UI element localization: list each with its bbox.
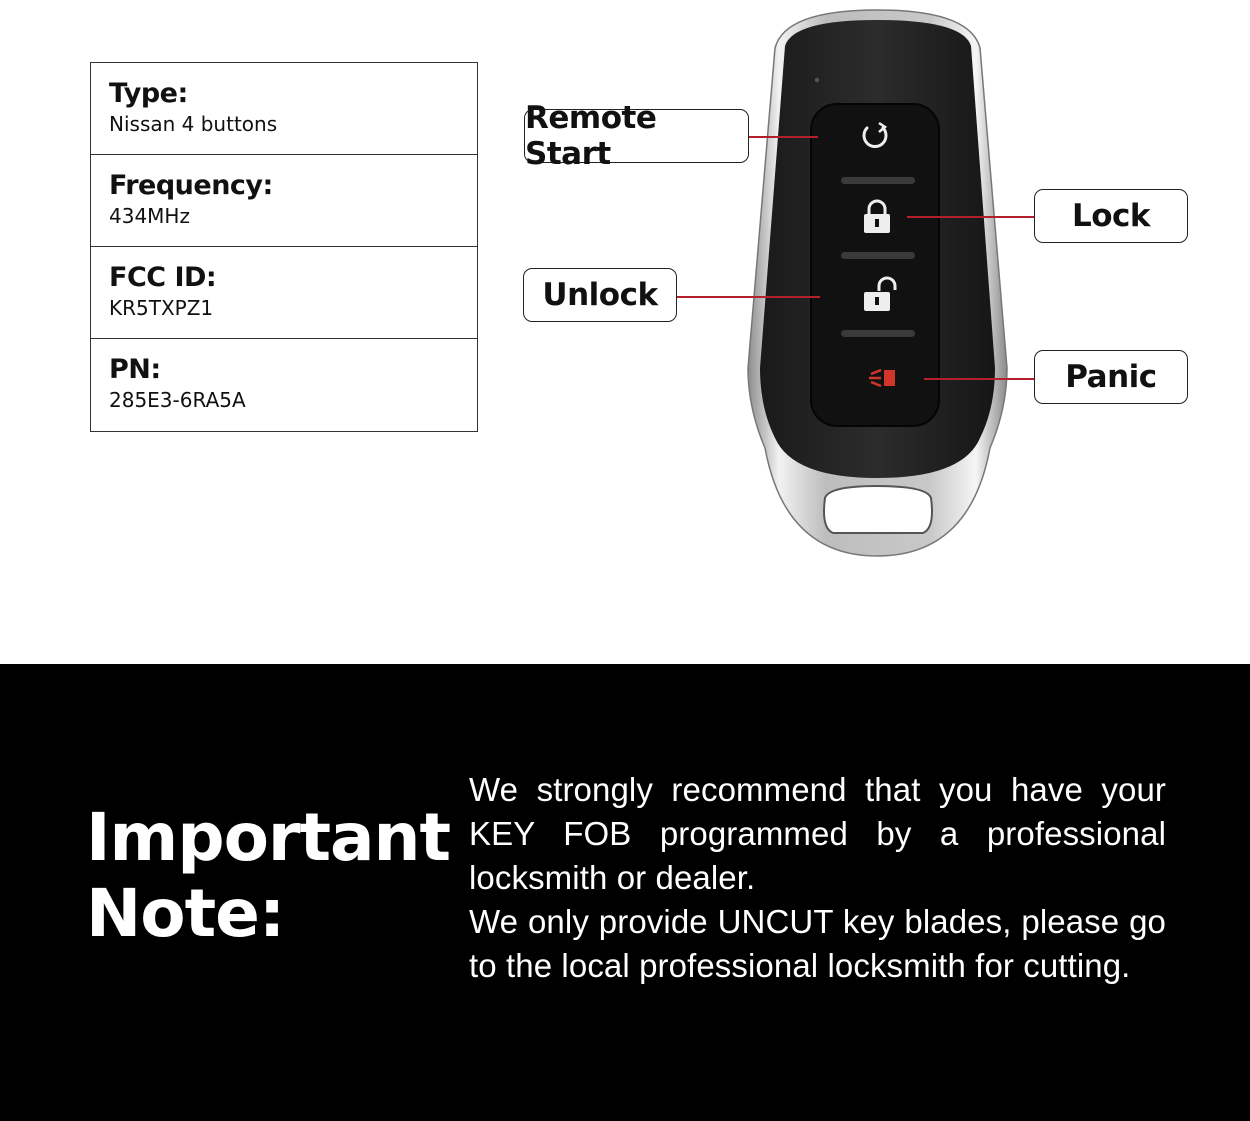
unlock-leader-line: [676, 296, 820, 298]
note-title-line: Note:: [86, 875, 285, 952]
spec-value: Nissan 4 buttons: [109, 112, 278, 136]
remote-start-callout: Remote Start: [524, 109, 749, 163]
note-title-line: Important: [86, 799, 451, 876]
spec-value: 434MHz: [109, 204, 190, 228]
spec-row-type: [91, 63, 477, 155]
panic-leader-line: [924, 378, 1035, 380]
important-note-title: [86, 799, 451, 952]
spec-label: PN:: [109, 354, 161, 385]
spec-row-fcc-id: [91, 247, 477, 339]
spec-label: FCC ID:: [109, 262, 217, 293]
spec-row-pn: [91, 339, 477, 431]
important-note-text: [469, 768, 1166, 988]
key-ring-slot: [824, 486, 932, 533]
spec-label: Type:: [109, 78, 188, 109]
spec-table: [90, 62, 478, 432]
note-paragraph: We only provide UNCUT key blades, please go to the local professional locksmith for cutting.: [469, 903, 1166, 984]
spec-label: Frequency:: [109, 170, 273, 201]
unlock-callout: Unlock: [523, 268, 677, 322]
key-fob-image: [745, 8, 1010, 563]
spec-value: 285E3-6RA5A: [109, 388, 246, 412]
lock-leader-line: [907, 216, 1035, 218]
lock-callout: Lock: [1034, 189, 1188, 243]
spec-value: KR5TXPZ1: [109, 296, 214, 320]
remote-start-leader-line: [748, 136, 818, 138]
spec-row-frequency: [91, 155, 477, 247]
note-paragraph: We strongly recommend that you have your KEY FOB programmed by a professional locksmith or dealer.: [469, 771, 1166, 896]
panic-callout: Panic: [1034, 350, 1188, 404]
